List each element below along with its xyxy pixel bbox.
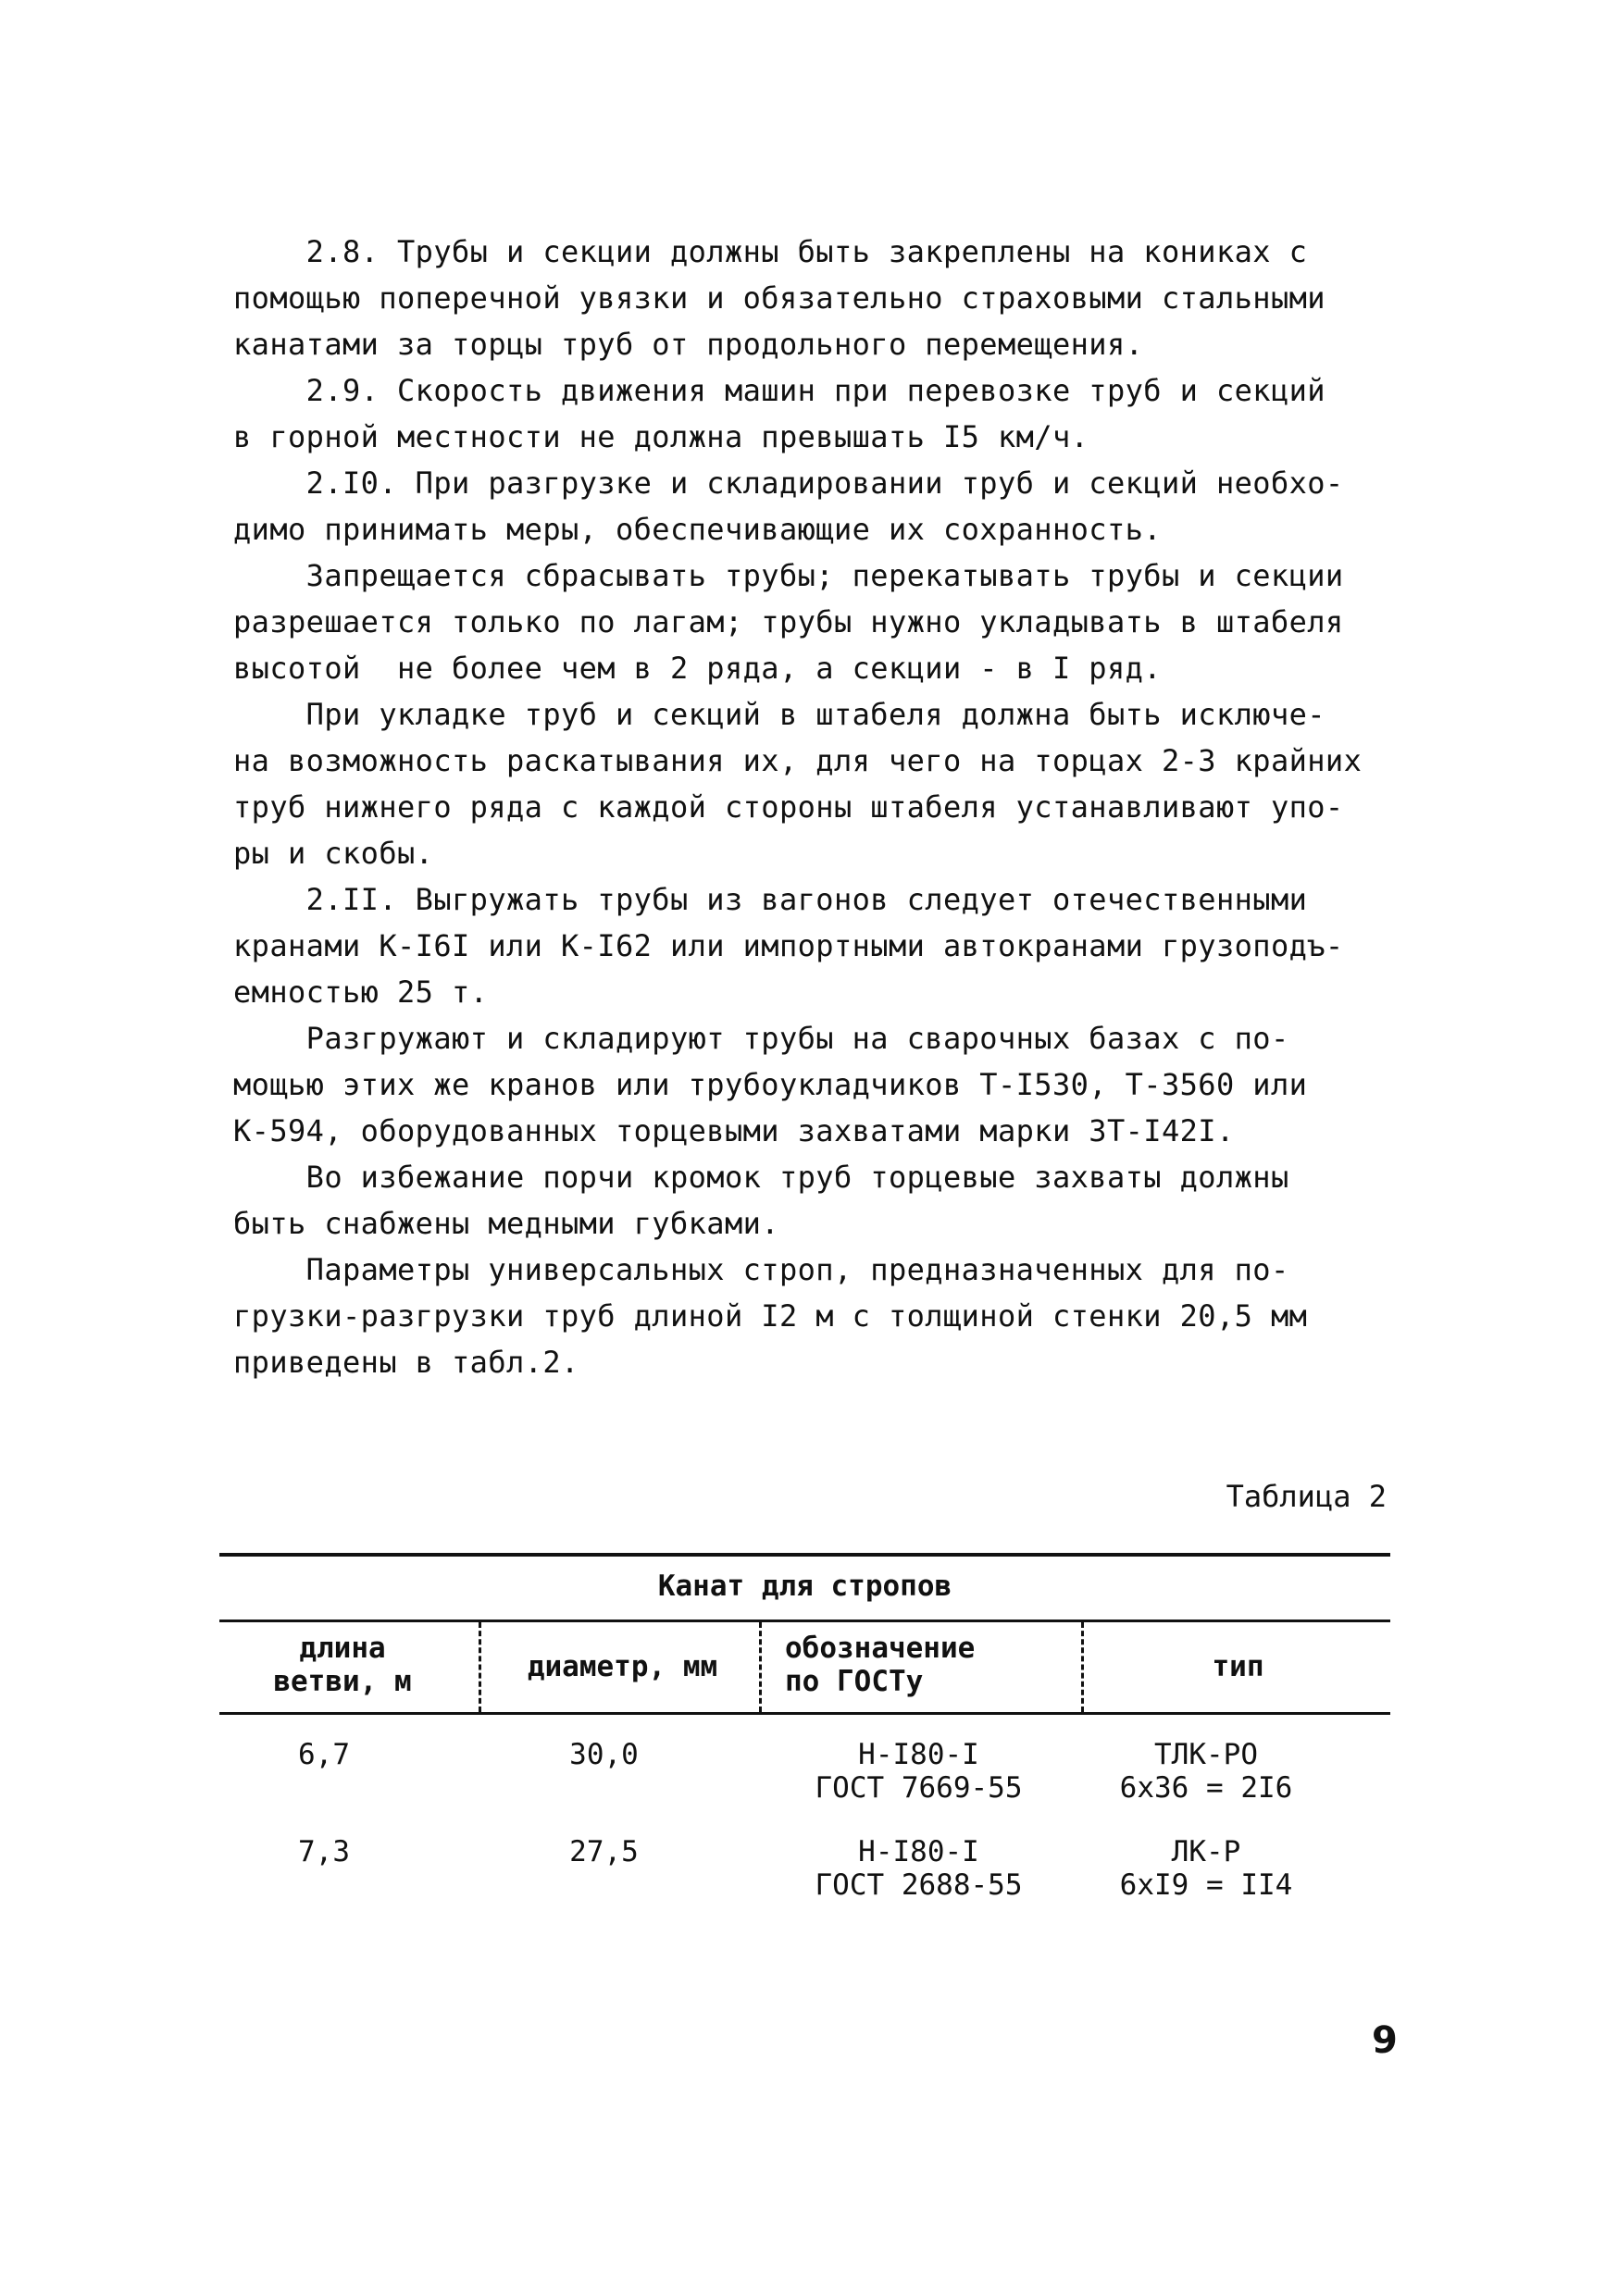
text-line: 2.8. Трубы и секции должны быть закреплены на кониках с [233,234,1308,269]
text-line: помощью поперечной увязки и обязательно страховыми стальными [233,280,1326,316]
text-line: димо принимать меры, обеспечивающие их сохранность. [233,512,1162,547]
text-line: При укладке труб и секций в штабеля должна быть исключе- [233,697,1326,732]
text-line: Запрещается сбрасывать трубы; перекатывать трубы и секции [233,558,1344,593]
text-line: Разгружают и складируют трубы на сварочных базах с по- [233,1021,1289,1056]
column-header-designation: обозначение по ГОСТу [785,1632,976,1698]
table-group-header: Канат для стропов [657,1570,952,1603]
page-number: 9 [1372,2019,1398,2062]
text-line: канатами за торцы труб от продольного перемещения. [233,327,1144,362]
column-header-diameter: диаметр, мм [527,1650,718,1683]
table-caption: Таблица 2 [1226,1479,1387,1514]
text-line: труб нижнего ряда с каждой стороны штабеля устанавливают упо- [233,789,1344,825]
text-line: высотой не более чем в 2 ряда, а секции - в I ряд. [233,651,1162,686]
text-line: в горной местности не должна превышать I5 км/ч. [233,419,1089,454]
text-line: 2.9. Скорость движения машин при перевозке труб и секций [233,373,1326,408]
text-line: быть снабжены медными губками. [233,1206,779,1241]
text-line: кранами К-I6I или К-I62 или импортными автокранами грузоподъ- [233,928,1344,963]
text-line: разрешается только по лагам; трубы нужно укладывать в штабеля [233,604,1344,639]
cell-diameter: 30,0 [569,1738,639,1771]
cell-diameter: 27,5 [569,1835,639,1868]
text-line: ры и скобы. [233,836,434,871]
cell-designation: Н-I80-I ГОСТ 7669-55 [815,1738,1023,1805]
group-header-rule [219,1620,1390,1622]
text-line: на возможность раскатывания их, для чего на торцах 2-3 крайних [233,743,1363,778]
column-separator [479,1622,481,1712]
header-bottom-rule [219,1712,1390,1715]
cell-type: ЛК-Р 6хI9 = II4 [1119,1835,1293,1902]
text-line: мощью этих же кранов или трубоукладчиков Т-I530, Т-3560 или [233,1067,1308,1102]
cell-designation: Н-I80-I ГОСТ 2688-55 [815,1835,1023,1902]
cell-length: 7,3 [298,1835,350,1868]
text-line: 2.I0. При разгрузке и складировании труб и секций необхо- [233,465,1344,501]
text-line: К-594, оборудованных торцевыми захватами марки ЗТ-I42I. [233,1113,1235,1148]
column-header-length: длина ветви, м [273,1632,412,1698]
text-line: приведены в табл.2. [233,1345,579,1380]
column-separator [759,1622,762,1712]
column-separator [1081,1622,1084,1712]
text-line: 2.II. Выгружать трубы из вагонов следует отечественными [233,882,1308,917]
text-line: Во избежание порчи кромок труб торцевые захваты должны [233,1160,1289,1195]
text-line: Параметры универсальных строп, предназначенных для по- [233,1252,1289,1287]
text-line: грузки-разгрузки труб длиной I2 м с толщиной стенки 20,5 мм [233,1298,1308,1334]
column-header-type: тип [1212,1650,1264,1683]
text-line: емностью 25 т. [233,974,489,1010]
cell-type: ТЛК-РО 6х36 = 2I6 [1119,1738,1293,1805]
table-top-rule [219,1553,1390,1557]
cell-length: 6,7 [298,1738,350,1771]
